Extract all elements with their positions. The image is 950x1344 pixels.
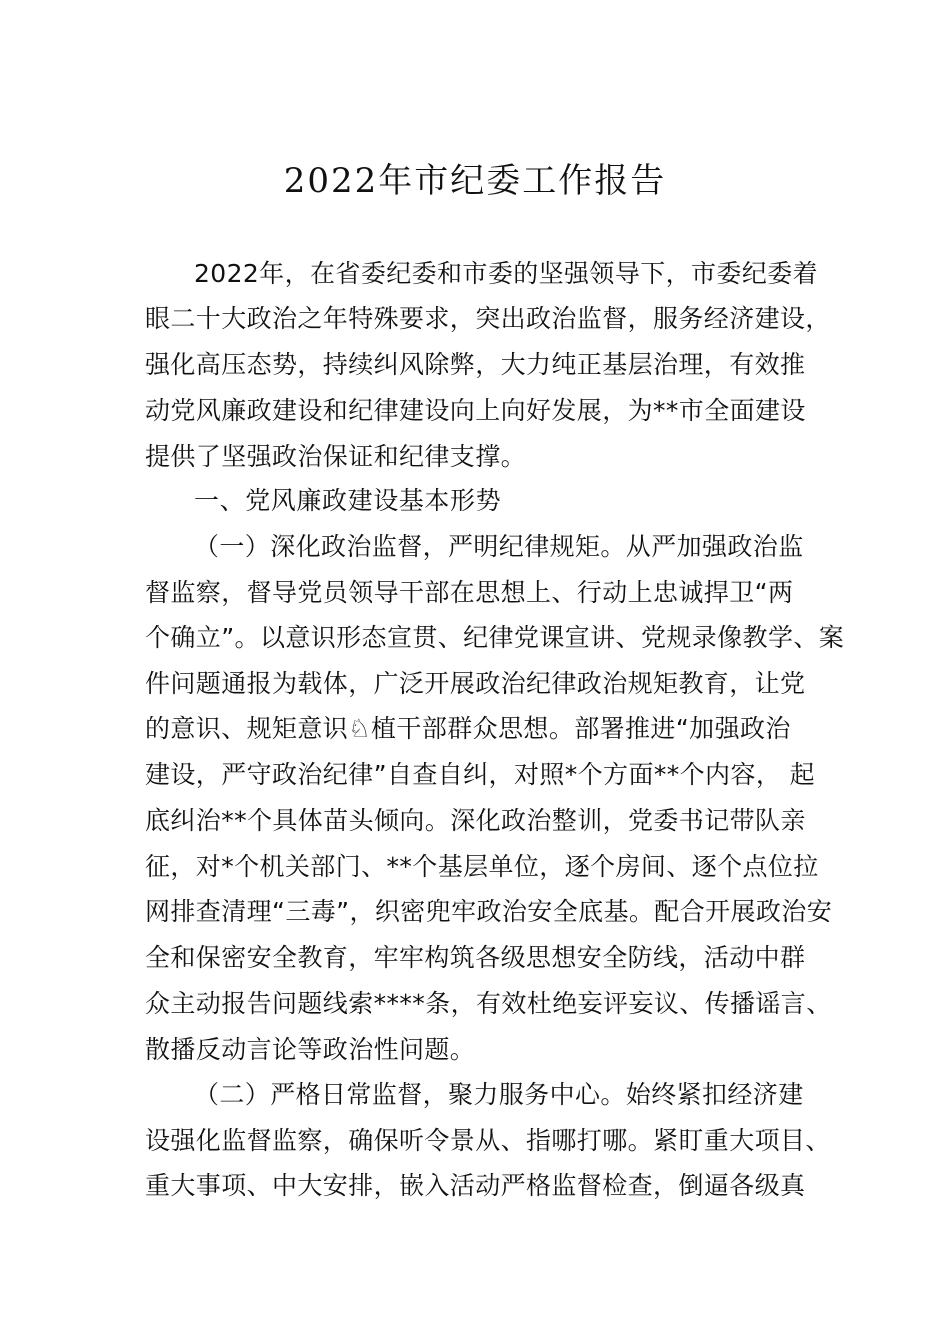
paragraph-intro-line-4: 动党风廉政建设和纪律建设向上向好发展，为**市全面建设 [145,396,806,425]
paragraph-1-line-7: 底纠治**个具体苗头倾向。深化政治整训，党委书记带队亲 [145,806,806,835]
paragraph-1-line-3: 个确立”。以意识形态宣贯、纪律党课宣讲、党规录像教学、案 [145,623,845,652]
paragraph-1-line-4: 件问题通报为载体，广泛开展政治纪律政治规矩教育，让党 [145,669,806,698]
paragraph-intro-line-2: 眼二十大政治之年特殊要求，突出政治监督，服务经济建设， [145,304,831,333]
paragraph-intro-line-5: 提供了坚强政治保证和纪律支撑。 [145,442,527,471]
paragraph-2-line-2: 设强化监督监察，确保听令景从、指哪打哪。紧盯重大项目、 [145,1126,831,1155]
paragraph-1-line-9: 网排查清理“三毒”，织密兜牢政治安全底基。配合开展政治安 [145,897,833,926]
paragraph-1-line-10: 全和保密安全教育，牢牢构筑各级思想安全防线，活动中群 [145,943,806,972]
document-title: 2022年市纪委工作报告 [283,161,667,201]
paragraph-1-line-8: 征，对*个机关部门、**个基层单位，逐个房间、逐个点位拉 [145,852,819,881]
paragraph-1-line-6: 建设，严守政治纪律”自查自纠，对照*个方面**个内容， 起 [145,760,816,789]
section-heading-1: 一、党风廉政建设基本形势 [194,486,502,515]
paragraph-1-line-11: 众主动报告问题线索****条，有效杜绝妄评妄议、传播谣言、 [145,989,832,1018]
paragraph-1-line-1: （一）深化政治监督，严明纪律规矩。从严加强政治监 [194,532,804,561]
paragraph-intro-line-3: 强化高压态势，持续纠风除弊，大力纯正基层治理，有效推 [145,350,806,379]
paragraph-intro-line-1: 2022年，在省委纪委和市委的坚强领导下，市委纪委着 [194,259,819,288]
paragraph-1-line-2: 督监察，督导党员领导干部在思想上、行动上忠诚捍卫“两 [145,578,794,607]
paragraph-2-line-1: （二）严格日常监督，聚力服务中心。始终紧扣经济建 [194,1080,804,1109]
paragraph-2-line-3: 重大事项、中大安排，嵌入活动严格监督检查，倒逼各级真 [145,1171,806,1200]
paragraph-1-line-12: 散播反动言论等政治性问题。 [145,1035,476,1064]
paragraph-1-line-5: 的意识、规矩意识♘植干部群众思想。部署推进“加强政治 [145,714,791,743]
